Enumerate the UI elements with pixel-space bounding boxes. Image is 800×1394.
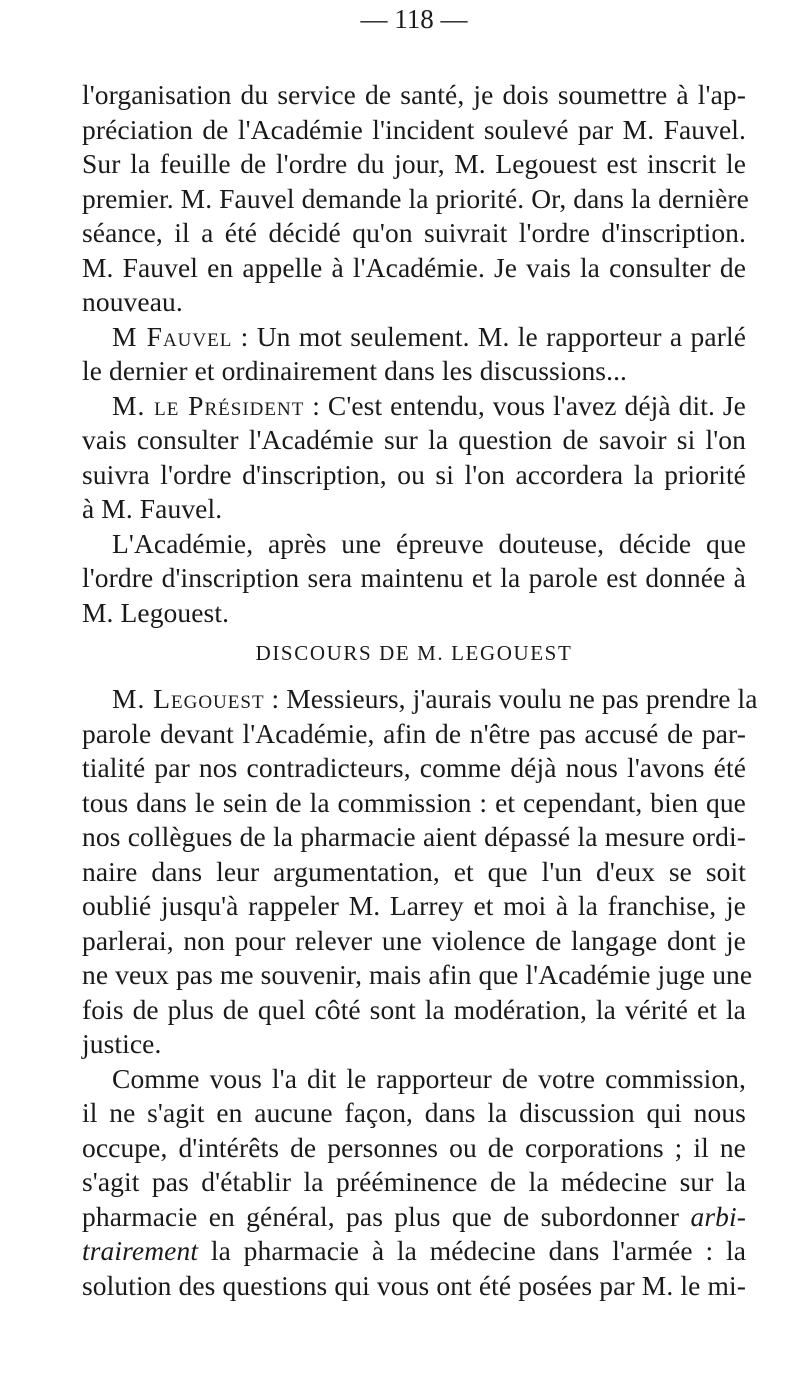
paragraph-3 — [82, 389, 746, 527]
text-line: justice. — [82, 1028, 162, 1059]
text-line: premier. M. Fauvel demande la priorité. Or, dans la dernière — [82, 182, 749, 214]
text-line: occupe, d'intérêts de personnes ou de corporations ; il ne — [82, 1131, 746, 1163]
text-line — [82, 682, 758, 717]
text-line: nouveau. — [82, 286, 183, 317]
text-line: l'ordre d'inscription sera maintenu et la parole est donnée à — [82, 562, 746, 593]
text-line: parlerai, non pour relever une violence de langage dont je — [82, 924, 746, 956]
section-heading: DISCOURS DE M. LEGOUEST — [255, 641, 573, 665]
text-line: M. Fauvel en appelle à l'Académie. Je vais la consulter de — [82, 251, 746, 283]
text-line — [82, 1234, 746, 1269]
paragraph-1 — [82, 78, 749, 320]
text-line: suivra l'ordre d'inscription, ou si l'on accordera la priorité — [82, 458, 746, 490]
document-page — [82, 4, 758, 1303]
speaker-name: M. le Président — [112, 389, 305, 421]
text-line: M. Legouest. — [82, 596, 230, 628]
text-line — [82, 320, 746, 355]
speaker-name: M Fauvel — [112, 320, 233, 352]
text-line: s'agit pas d'établir la prééminence de la médecine sur la — [82, 1166, 746, 1197]
text-line: le dernier et ordinairement dans les discussions... — [82, 355, 628, 386]
speech-text: : Un mot seulement. M. le rapporteur a parlé — [232, 320, 747, 352]
paragraph-2 — [82, 320, 746, 389]
paragraph-4 — [82, 527, 746, 631]
text-line: oublié jusqu'à rappeler M. Larrey et moi à la franchise, je — [82, 890, 746, 921]
text-line: nos collègues de la pharmacie aient dépassé la mesure ordi- — [82, 821, 746, 852]
text-run: la pharmacie à la médecine dans l'armée : la — [198, 1235, 746, 1266]
speaker-name: M. Legouest — [112, 683, 265, 714]
italic-text: arbi- — [690, 1200, 746, 1232]
text-line: il ne s'agit en aucune façon, dans la discussion qui nous — [82, 1097, 746, 1128]
page-number: — 118 — — [360, 4, 468, 34]
text-line: préciation de l'Académie l'incident soulevé par M. Fauvel. — [82, 113, 746, 145]
text-line: vais consulter l'Académie sur la question de savoir si l'on — [82, 424, 746, 455]
text-line: fois de plus de quel côté sont la modération, la vérité et la — [82, 993, 746, 1025]
text-line: séance, il a été décidé qu'on suivrait l'ordre d'inscription. — [82, 217, 746, 248]
text-line: Sur la feuille de l'ordre du jour, M. Legouest est inscrit le — [82, 148, 746, 179]
text-run: pharmacie en général, pas plus que de subordonner — [82, 1200, 680, 1232]
text-line: naire dans leur argumentation, et que l'un d'eux se soit — [82, 855, 746, 887]
speech-text: : Messieurs, j'aurais voulu ne pas prendre la — [264, 683, 758, 714]
text-line: Comme vous l'a dit le rapporteur de votre commission, — [112, 1062, 746, 1094]
italic-text: trairement — [82, 1235, 199, 1266]
text-line: tous dans le sein de la commission : et cependant, bien que — [82, 786, 746, 818]
paragraph-5 — [82, 682, 758, 1062]
text-line: ne veux pas me souvenir, mais afin que l'Académie juge une — [82, 959, 753, 990]
text-line: tialité par nos contradicteurs, comme déjà nous l'avons été — [82, 752, 746, 783]
text-line: L'Académie, après une épreuve douteuse, décide que — [112, 527, 746, 559]
speech-text: : C'est entendu, vous l'avez déjà dit. Je — [304, 389, 746, 421]
paragraph-6 — [82, 1062, 746, 1304]
text-line: l'organisation du service de santé, je dois soumettre à l'ap- — [82, 79, 746, 110]
text-line: à M. Fauvel. — [82, 493, 223, 524]
text-line: solution des questions qui vous ont été posées par M. le mi- — [82, 1269, 746, 1301]
text-line — [82, 389, 746, 424]
text-line — [82, 1200, 746, 1235]
text-line: parole devant l'Académie, afin de n'être pas accusé de par- — [82, 717, 746, 749]
